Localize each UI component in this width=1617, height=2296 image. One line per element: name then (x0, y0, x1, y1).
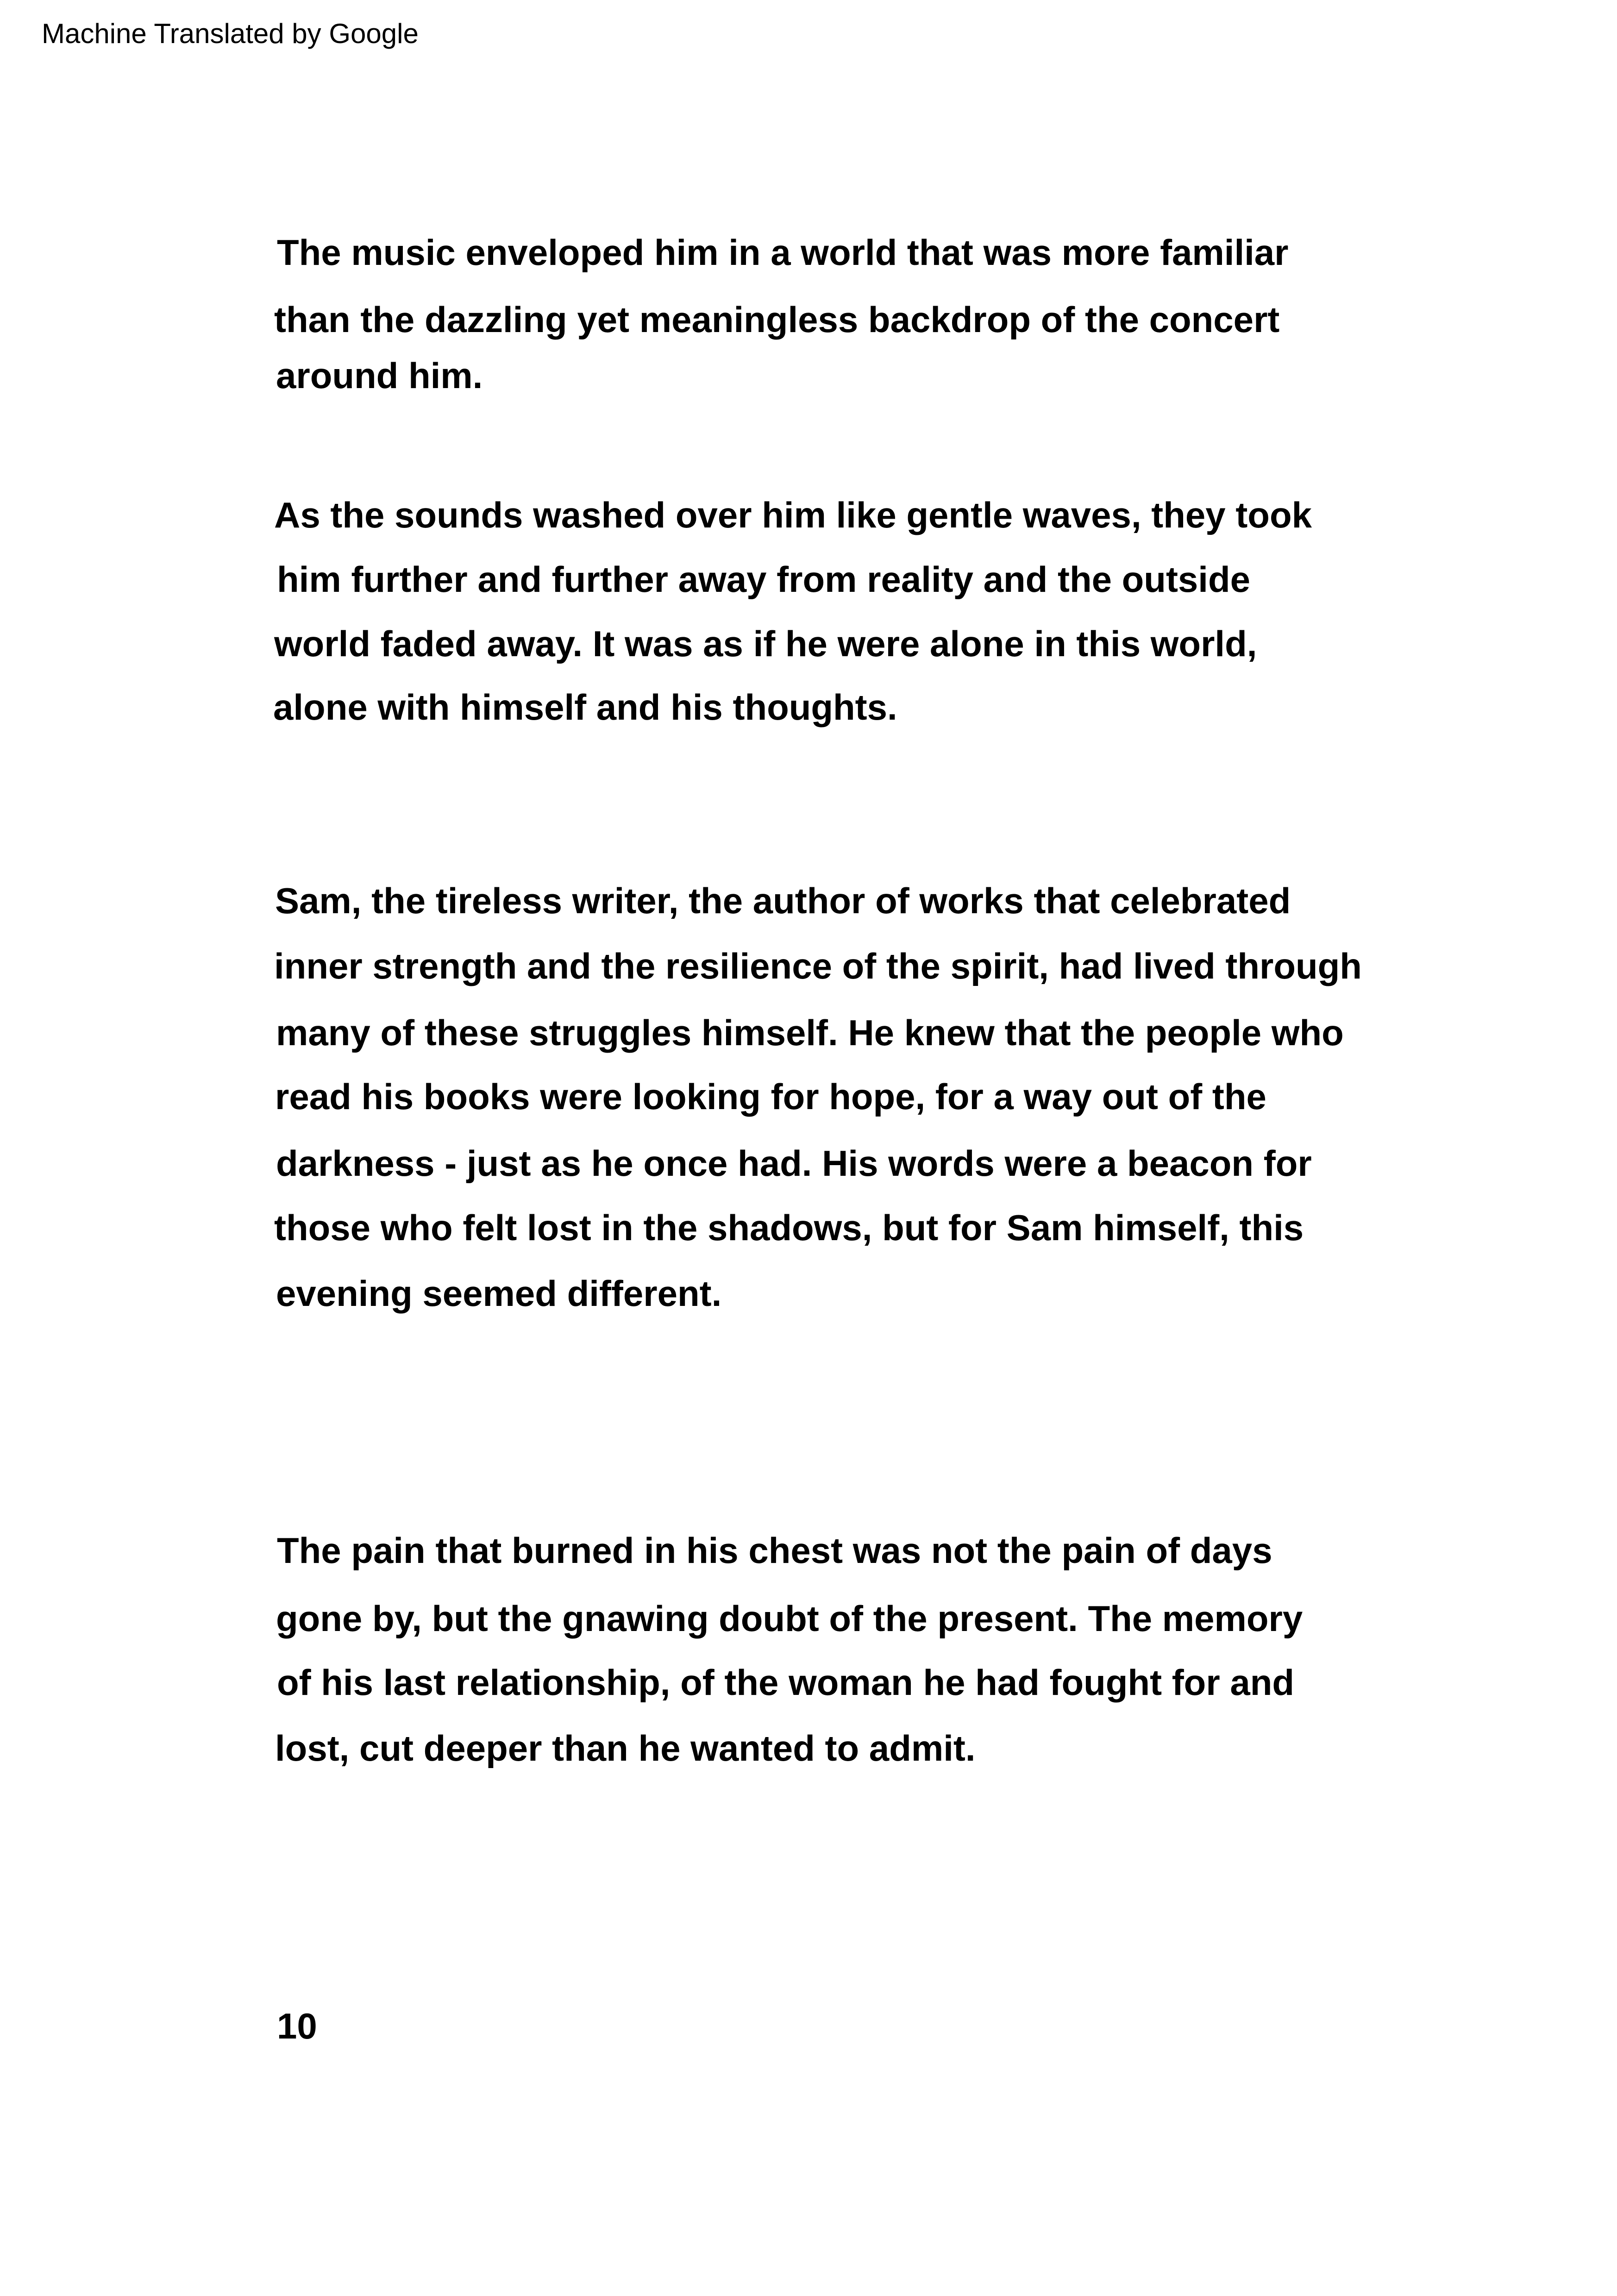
paragraph-3-line-3: many of these struggles himself. He knew that the people who (276, 1012, 1344, 1053)
paragraph-4-line-1: The pain that burned in his chest was not the pain of days (277, 1530, 1272, 1571)
paragraph-3-line-6: those who felt lost in the shadows, but for Sam himself, this (274, 1207, 1304, 1248)
paragraph-4-line-2: gone by, but the gnawing doubt of the present. The memory (276, 1598, 1303, 1639)
paragraph-2-line-1: As the sounds washed over him like gentle waves, they took (274, 495, 1312, 535)
paragraph-2-line-3: world faded away. It was as if he were alone in this world, (274, 623, 1257, 664)
paragraph-3-line-2: inner strength and the resilience of the spirit, had lived through (274, 946, 1362, 986)
paragraph-1-line-3: around him. (276, 355, 483, 396)
paragraph-1-line-2: than the dazzling yet meaningless backdrop of the concert (274, 299, 1280, 340)
machine-translation-note: Machine Translated by Google (42, 18, 419, 49)
paragraph-3-line-1: Sam, the tireless writer, the author of works that celebrated (275, 880, 1291, 921)
paragraph-4-line-3: of his last relationship, of the woman he had fought for and (277, 1662, 1295, 1703)
paragraph-2-line-2: him further and further away from reality and the outside (277, 559, 1251, 600)
paragraph-2-line-4: alone with himself and his thoughts. (273, 687, 897, 728)
page-number: 10 (277, 2006, 317, 2046)
paragraph-4-line-4: lost, cut deeper than he wanted to admit. (275, 1728, 976, 1769)
paragraph-3-line-7: evening seemed different. (276, 1273, 722, 1314)
paragraph-1-line-1: The music enveloped him in a world that was more familiar (277, 232, 1289, 273)
paragraph-3-line-5: darkness - just as he once had. His words were a beacon for (276, 1143, 1312, 1184)
paragraph-3-line-4: read his books were looking for hope, for a way out of the (275, 1076, 1266, 1117)
